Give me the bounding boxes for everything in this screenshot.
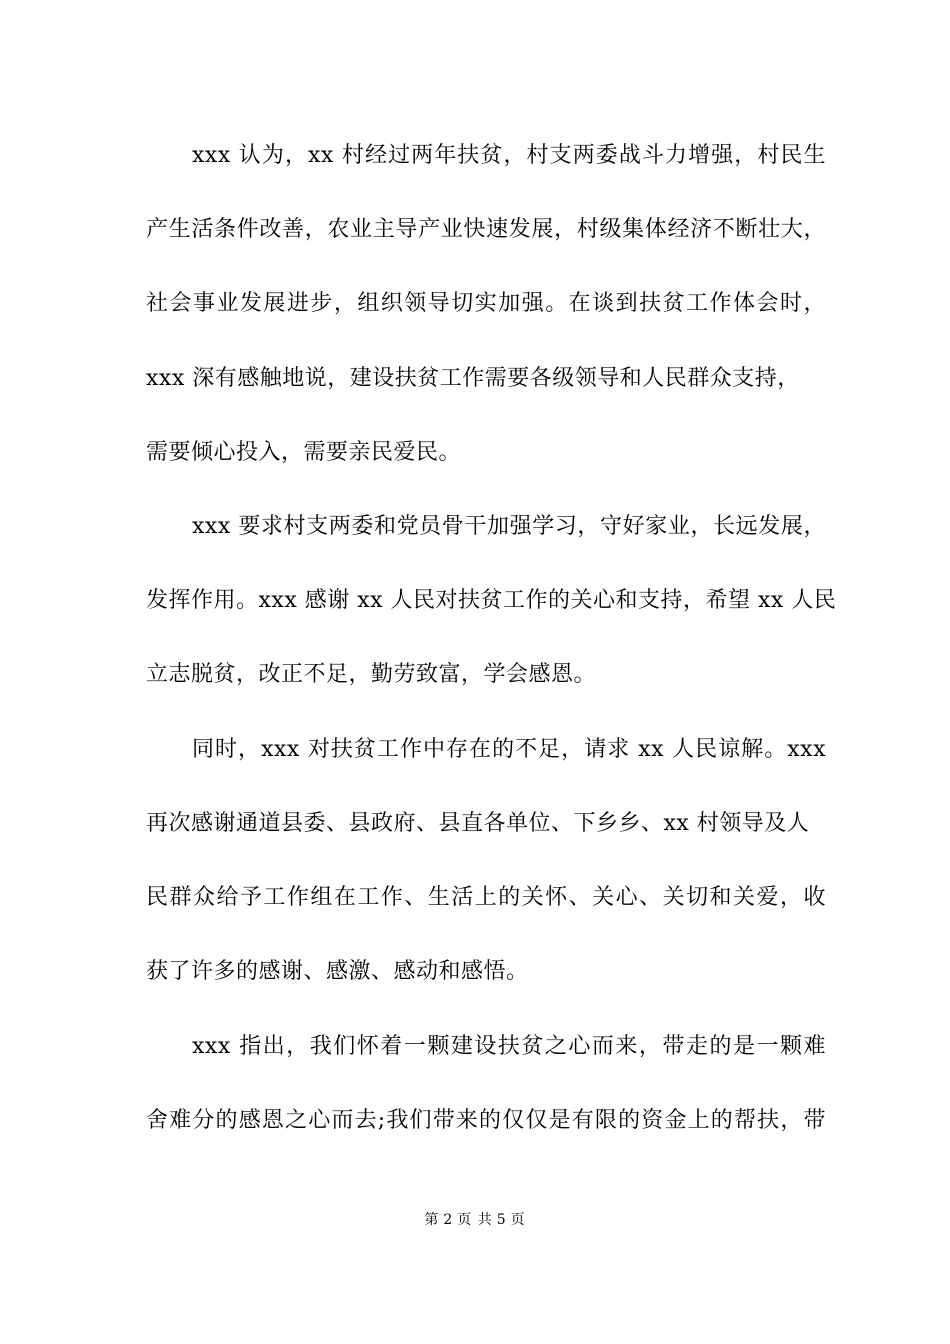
paragraph-2-line-2: 发挥作用。xxx 感谢 xx 人民对扶贫工作的关心和支持，希望 xx 人民: [146, 588, 837, 613]
paragraph-2-line-1: xxx 要求村支两委和党员骨干加强学习，守好家业，长远发展，: [192, 514, 826, 539]
paragraph-4-line-2: 舍难分的感恩之心而去;我们带来的仅仅是有限的资金上的帮扶，带: [146, 1108, 826, 1133]
footer-suffix: 页: [510, 1212, 526, 1228]
paragraph-1-line-4: xxx 深有感触地说，建设扶贫工作需要各级领导和人民群众支持，: [146, 366, 800, 391]
paragraph-1-line-1: xxx 认为，xx 村经过两年扶贫，村支两委战斗力增强，村民生: [192, 143, 826, 168]
paragraph-1-line-5: 需要倾心投入，需要亲民爱民。: [146, 440, 462, 465]
paragraph-2-line-3: 立志脱贫，改正不足，勤劳致富，学会感恩。: [146, 662, 597, 687]
paragraph-3-line-4: 获了许多的感谢、感激、感动和感悟。: [146, 959, 529, 984]
paragraph-3-line-3: 民群众给予工作组在工作、生活上的关怀、关心、关切和关爱，收: [146, 885, 826, 910]
paragraph-3-line-2: 再次感谢通道县委、县政府、县直各单位、下乡乡、xx 村领导及人: [146, 811, 810, 836]
footer-prefix: 第: [424, 1212, 440, 1228]
paragraph-3-line-1: 同时，xxx 对扶贫工作中存在的不足，请求 xx 人民谅解。xxx: [192, 737, 826, 762]
page-number-footer: [0, 1210, 950, 1230]
paragraph-4-line-1: xxx 指出，我们怀着一颗建设扶贫之心而来，带走的是一颗难: [192, 1034, 826, 1059]
total-page-count: 5: [496, 1212, 507, 1228]
footer-middle: 页 共: [457, 1212, 493, 1228]
paragraph-1-line-2: 产生活条件改善，农业主导产业快速发展，村级集体经济不断壮大，: [146, 217, 826, 242]
current-page-number: 2: [443, 1212, 454, 1228]
paragraph-1-line-3: 社会事业发展进步，组织领导切实加强。在谈到扶贫工作体会时，: [146, 291, 826, 316]
